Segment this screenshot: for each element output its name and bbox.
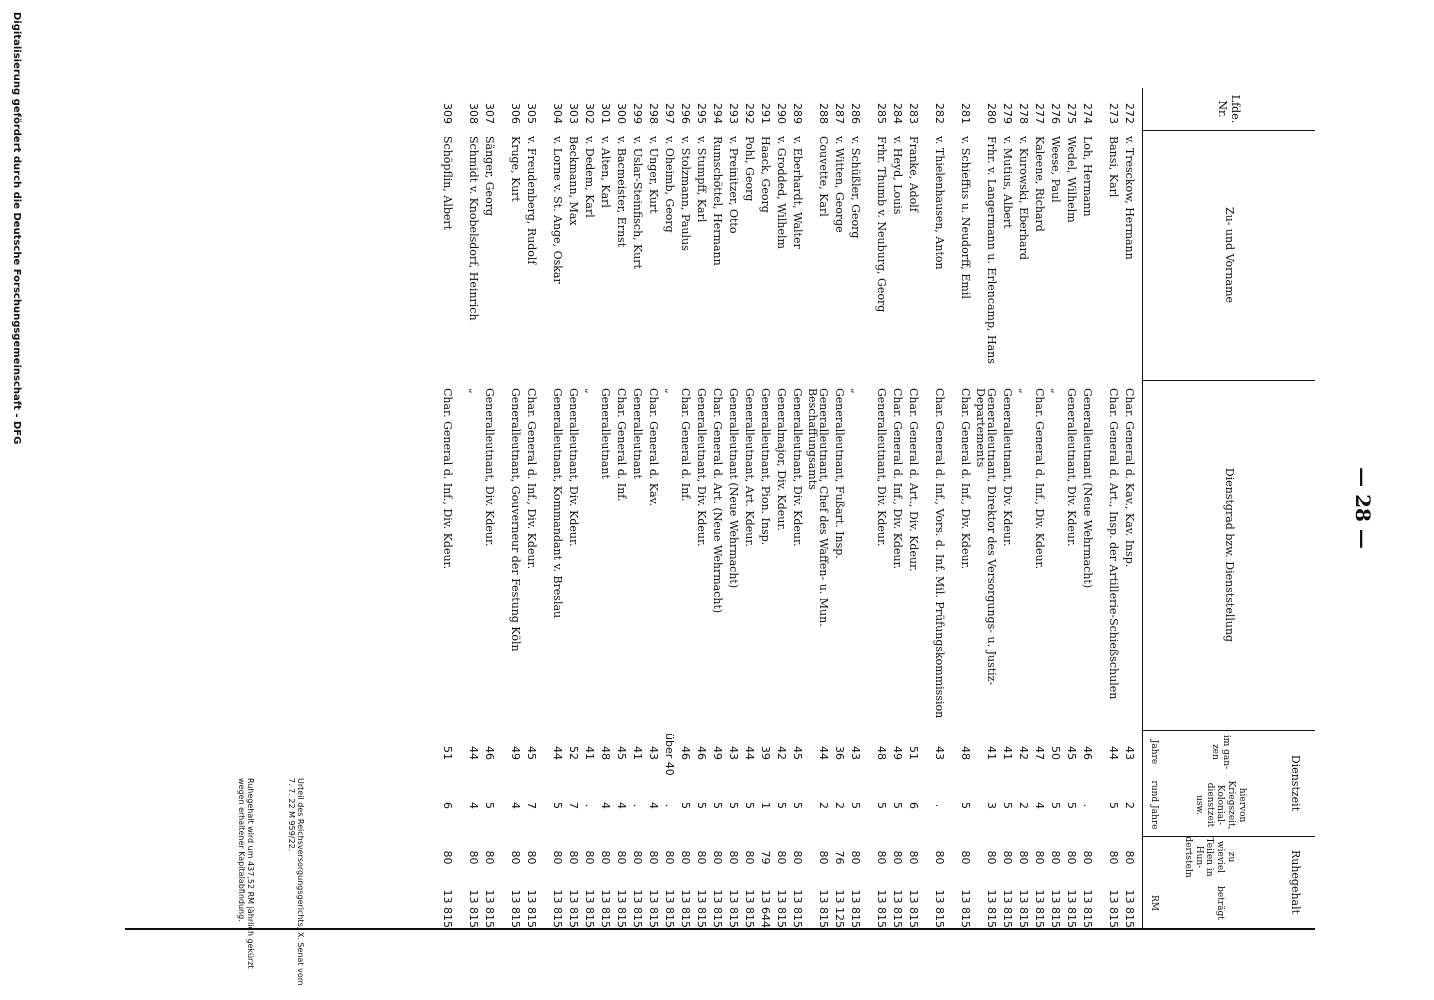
cell-name: Kaleene, Richard <box>1033 136 1046 232</box>
cell-nr: 289 <box>791 103 804 124</box>
cell-g: 39 <box>759 746 772 760</box>
cell-nr: 288 <box>817 103 830 124</box>
cell-name: v. Schüßler, Georg <box>849 136 862 239</box>
cell-g: 49 <box>509 746 522 760</box>
cell-b: 13 815 <box>695 889 708 928</box>
cell-h: 80 <box>1017 850 1030 865</box>
note-294: Ruhegehalt wird um 437,52 RM jährlich gekürzt wegen erhaltener Kapitalabfindung. <box>237 778 255 969</box>
cell-dienst: Generalmajor, Div. Kdeur. <box>775 388 788 531</box>
header-ruhegehalt: Ruhegehalt <box>1288 849 1302 915</box>
cell-nr: 284 <box>891 103 904 124</box>
cell-k: 4 <box>647 802 660 809</box>
cell-dienst: Generalleutnant, Div. Kdeur. <box>483 388 496 547</box>
cell-nr: 308 <box>467 103 480 124</box>
cell-k: . <box>631 803 644 808</box>
cell-name: Wedel, Wilhelm <box>1065 136 1078 223</box>
cell-h: 80 <box>817 850 830 865</box>
cell-nr: 307 <box>483 103 496 124</box>
cell-k: 1 <box>759 802 772 809</box>
cell-nr: 275 <box>1065 103 1078 124</box>
cell-name: Rumschöttel, Hermann <box>711 136 724 266</box>
cell-dienst: Generalleutnant, Div. Kdeur. <box>791 388 804 547</box>
cell-h: 80 <box>599 850 612 865</box>
cell-h: 80 <box>1107 850 1120 865</box>
cell-dienst: Generalleutnant <box>631 388 644 479</box>
cell-k: 7 <box>567 802 580 809</box>
cell-dienst: Generalleutnant, Direktor des Versorgungs- u. Justiz-Departements <box>974 388 998 686</box>
cell-g: 44 <box>551 746 564 760</box>
cell-b: 13 815 <box>599 889 612 928</box>
cell-dienst: Generalleutnant, Gouverneur der Festung Köln <box>509 388 522 652</box>
cell-k: 5 <box>791 802 804 809</box>
cell-b: 13 815 <box>1107 889 1120 928</box>
cell-nr: 282 <box>933 103 946 124</box>
page-number: — 28 — <box>1351 467 1375 549</box>
cell-b: 13 815 <box>583 889 596 928</box>
cell-g: 51 <box>907 746 920 760</box>
cell-g: über 40 <box>663 733 676 776</box>
cell-name: v. Preinitzer, Otto <box>727 136 740 234</box>
cell-nr: 278 <box>1017 103 1030 124</box>
cell-nr: 283 <box>907 103 920 124</box>
cell-k: 5 <box>679 802 692 809</box>
cell-b: 13 815 <box>959 889 972 928</box>
cell-name: v. Stumpff, Karl <box>695 136 708 223</box>
cell-b: 13 815 <box>1001 889 1014 928</box>
cell-nr: 280 <box>985 103 998 124</box>
cell-nr: 287 <box>833 103 846 124</box>
cell-k: 5 <box>743 802 756 809</box>
cell-name: v. Tresckow, Hermann <box>1123 136 1136 260</box>
cell-name: Couvette, Karl <box>817 136 830 217</box>
cell-k: 5 <box>775 802 788 809</box>
header-dienstzeit: Dienstzeit <box>1288 754 1302 812</box>
cell-name: v. Lorne v. St. Ange, Oskar <box>551 136 564 284</box>
cell-h: 80 <box>567 850 580 865</box>
rotated-table <box>125 88 1375 986</box>
cell-name: v. Uslar-Steinfisch, Kurt <box>631 136 644 269</box>
cell-h: 80 <box>483 850 496 865</box>
cell-b: 13 815 <box>509 889 522 928</box>
cell-b: 13 815 <box>615 889 628 928</box>
cell-dienst: Char. General d. Inf. <box>615 388 628 502</box>
cell-g: 47 <box>1033 746 1046 760</box>
cell-h: 79 <box>759 850 772 865</box>
cell-b: 13 644 <box>759 889 772 928</box>
cell-b: 13 815 <box>1123 889 1136 928</box>
cell-name: Schmidt v. Knobelsdorf, Heinrich <box>467 136 480 321</box>
cell-g: 43 <box>647 746 660 760</box>
cell-nr: 279 <box>1001 103 1014 124</box>
cell-k: 7 <box>525 802 538 809</box>
cell-dienst: Generalleutnant, Div. Kdeur. <box>1001 388 1014 547</box>
cell-g: 43 <box>933 746 946 760</box>
cell-name: Loh, Hermann <box>1081 136 1094 217</box>
cell-nr: 272 <box>1123 103 1136 124</box>
header-zu-wieviel: zu wieviel Teilen in Hun- dertsteln <box>1182 836 1236 878</box>
cell-dienst: Char. General d. Inf., Vors. d. Inf. Mil. Prüfungskommission <box>933 388 946 719</box>
cell-g: 52 <box>567 746 580 760</box>
cell-g: 45 <box>615 746 628 760</box>
cell-name: v. Thielenhausen, Anton <box>933 136 946 270</box>
cell-k: 5 <box>959 802 972 809</box>
cell-h: 80 <box>1081 850 1094 865</box>
cell-g: 42 <box>1017 746 1030 760</box>
cell-g: 48 <box>599 746 612 760</box>
cell-dienst: Char. General d. Inf., Div. Kdeur. <box>525 388 538 570</box>
cell-nr: 298 <box>647 103 660 124</box>
cell-b: 13 815 <box>483 889 496 928</box>
cell-b: 13 815 <box>817 889 830 928</box>
cell-nr: 293 <box>727 103 740 124</box>
cell-k: 4 <box>509 802 522 809</box>
cell-k: 5 <box>1107 802 1120 809</box>
cell-nr: 285 <box>875 103 888 124</box>
cell-dienst: Generalleutnant, Kommandant v. Breslau <box>551 388 564 619</box>
cell-nr: 300 <box>615 103 628 124</box>
cell-b: 13 815 <box>791 889 804 928</box>
cell-dienst: Char. General d. Inf., Div. Kdeur. <box>1033 388 1046 570</box>
cell-dienst: Char. General d. Art., Insp. der Artillerie-Schießschulen <box>1107 388 1120 700</box>
cell-g: 45 <box>791 746 804 760</box>
note-291: Urteil des Reichsversorgungsgerichts, X. Senat vom 7. 7. 22 M 959/22. <box>287 778 305 986</box>
cell-dienst: Generalleutnant, Div. Kdeur. <box>695 388 708 547</box>
cell-dienst: Char. General d. Art., Div. Kdeur. <box>907 388 920 572</box>
cell-name: v. Grodded, Wilhelm <box>775 136 788 249</box>
cell-name: Frhr. Thumb v. Neuburg, Georg <box>875 136 888 313</box>
cell-nr: 281 <box>959 103 972 124</box>
cell-name: Beckmann, Max <box>567 136 580 226</box>
cell-b: 13 815 <box>663 889 676 928</box>
cell-nr: 274 <box>1081 103 1094 124</box>
cell-k: 4 <box>1033 802 1046 809</box>
cell-nr: 296 <box>679 103 692 124</box>
cell-g: 46 <box>695 746 708 760</box>
cell-dienst: Generalleutnant, Div. Kdeur. <box>1065 388 1078 547</box>
cell-dienst: Char. General d. Kav. <box>647 388 660 507</box>
cell-k: 5 <box>727 802 740 809</box>
cell-g: 44 <box>1107 746 1120 760</box>
cell-dienst: „ <box>583 388 596 394</box>
cell-h: 80 <box>743 850 756 865</box>
cell-b: 13 815 <box>1033 889 1046 928</box>
cell-h: 80 <box>933 850 946 865</box>
header-hiervon: hiervon Kriegszeit, Kolonial- dienstzeit usw. <box>1193 780 1247 830</box>
cell-k: 6 <box>441 802 454 809</box>
cell-nr: 301 <box>599 103 612 124</box>
cell-h: 80 <box>441 850 454 865</box>
cell-b: 13 815 <box>679 889 692 928</box>
cell-name: Sänger, Georg <box>483 136 496 216</box>
header-rm: RM <box>1149 895 1160 911</box>
cell-g: 43 <box>727 746 740 760</box>
cell-dienst: Generalleutnant, Div. Kdeur. <box>875 388 888 547</box>
cell-b: 13 815 <box>727 889 740 928</box>
cell-nr: 304 <box>551 103 564 124</box>
cell-h: 76 <box>833 850 846 865</box>
cell-g: 49 <box>891 746 904 760</box>
cell-dienst: Char. General d. Inf., Div. Kdeur. <box>959 388 972 570</box>
cell-name: Franke, Adolf <box>907 136 920 212</box>
cell-g: 43 <box>849 746 862 760</box>
cell-g: 36 <box>833 746 846 760</box>
cell-dienst: Generalleutnant <box>599 388 612 479</box>
cell-h: 80 <box>775 850 788 865</box>
footer <box>8 12 22 992</box>
cell-g: 46 <box>679 746 692 760</box>
cell-g: 45 <box>1065 746 1078 760</box>
cell-nr: 303 <box>567 103 580 124</box>
header-unit-years: Jahre <box>1149 739 1160 765</box>
cell-k: 2 <box>1123 802 1136 809</box>
cell-h: 80 <box>711 850 724 865</box>
cell-dienst: Char. General d. Inf., Div. Kdeur. <box>441 388 454 570</box>
cell-nr: 305 <box>525 103 538 124</box>
cell-g: 49 <box>711 746 724 760</box>
cell-k: 6 <box>907 802 920 809</box>
cell-g: 44 <box>467 746 480 760</box>
cell-b: 13 815 <box>875 889 888 928</box>
cell-k: 2 <box>833 802 846 809</box>
cell-dienst: „ <box>663 388 676 394</box>
cell-k: . <box>583 803 596 808</box>
cell-nr: 292 <box>743 103 756 124</box>
header-unit-rund: rund Jahre <box>1149 780 1160 830</box>
cell-h: 80 <box>1123 850 1136 865</box>
cell-k: 5 <box>551 802 564 809</box>
cell-g: 41 <box>631 746 644 760</box>
header-name: Zu- und Vorname <box>1222 206 1236 304</box>
header-nr: Lfde. Nr. <box>1216 94 1243 124</box>
cell-k: . <box>1081 803 1094 808</box>
cell-b: 13 815 <box>933 889 946 928</box>
cell-h: 80 <box>525 850 538 865</box>
cell-g: 45 <box>525 746 538 760</box>
cell-name: Weese, Paul <box>1049 136 1062 203</box>
cell-name: Bansi, Karl <box>1107 136 1120 198</box>
cell-name: v. Mutius, Albert <box>1001 136 1014 229</box>
cell-g: 46 <box>1081 746 1094 760</box>
cell-h: 80 <box>647 850 660 865</box>
cell-name: v. Stolzmann, Paulus <box>679 136 692 251</box>
cell-b: 13 815 <box>985 889 998 928</box>
cell-b: 13 125 <box>833 889 846 928</box>
cell-g: 43 <box>1123 746 1136 760</box>
cell-b: 13 815 <box>567 889 580 928</box>
cell-h: 80 <box>1001 850 1014 865</box>
cell-dienst: Generalleutnant, Art. Kdeur. <box>743 388 756 547</box>
cell-nr: 286 <box>849 103 862 124</box>
cell-k: 5 <box>483 802 496 809</box>
cell-dienst: Char. General d. Art. (Neue Wehrmacht) <box>711 388 724 614</box>
cell-h: 80 <box>891 850 904 865</box>
cell-b: 13 815 <box>891 889 904 928</box>
cell-h: 80 <box>1049 850 1062 865</box>
cell-nr: 273 <box>1107 103 1120 124</box>
cell-h: 80 <box>631 850 644 865</box>
cell-h: 80 <box>1033 850 1046 865</box>
cell-dienst: Char. General d. Inf. <box>679 388 692 502</box>
cell-b: 13 815 <box>743 889 756 928</box>
cell-dienst: „ <box>849 388 862 394</box>
cell-h: 80 <box>959 850 972 865</box>
cell-nr: 290 <box>775 103 788 124</box>
cell-name: v. Kurowski, Eberhard <box>1017 136 1030 260</box>
cell-k: 2 <box>1017 802 1030 809</box>
cell-k: 5 <box>1049 802 1062 809</box>
cell-k: . <box>933 803 946 808</box>
cell-b: 13 815 <box>525 889 538 928</box>
cell-k: 5 <box>875 802 888 809</box>
cell-g: 41 <box>985 746 998 760</box>
cell-name: v. Dedem, Karl <box>583 136 596 218</box>
cell-name: v. Alten, Karl <box>599 136 612 208</box>
cell-h: 80 <box>679 850 692 865</box>
cell-h: 80 <box>663 850 676 865</box>
cell-nr: 276 <box>1049 103 1062 124</box>
cell-k: 4 <box>599 802 612 809</box>
cell-name: Frhr. v. Langermann u. Erlencamp, Hans <box>985 136 998 364</box>
cell-g: 50 <box>1049 746 1062 760</box>
cell-dienst: „ <box>1049 388 1062 394</box>
cell-dienst: „ <box>1017 388 1030 394</box>
cell-dienst: Char. General d. Inf., Div. Kdeur. <box>891 388 904 570</box>
cell-g: 48 <box>959 746 972 760</box>
cell-h: 80 <box>727 850 740 865</box>
cell-b: 13 815 <box>441 889 454 928</box>
cell-h: 80 <box>1065 850 1078 865</box>
cell-b: 13 815 <box>551 889 564 928</box>
cell-h: 80 <box>907 850 920 865</box>
cell-name: v. Unger, Kurt <box>647 136 660 214</box>
cell-k: 5 <box>891 802 904 809</box>
cell-nr: 277 <box>1033 103 1046 124</box>
cell-nr: 294 <box>711 103 724 124</box>
table-header <box>1142 88 1315 928</box>
footer-text: Digitalisierung gefördert durch die Deutsche Forschungsgemeinschaft - DFG <box>11 12 22 445</box>
cell-b: 13 815 <box>1049 889 1062 928</box>
cell-b: 13 815 <box>1017 889 1030 928</box>
cell-name: v. Schieffus u. Neudorff, Emil <box>959 136 972 299</box>
cell-b: 13 815 <box>907 889 920 928</box>
cell-dienst: Generalleutnant, Div. Kdeur. <box>567 388 580 547</box>
cell-k: 3 <box>985 802 998 809</box>
cell-g: 48 <box>875 746 888 760</box>
cell-b: 13 815 <box>849 889 862 928</box>
cell-name: Pohl, Georg <box>743 136 756 202</box>
cell-nr: 302 <box>583 103 596 124</box>
cell-dienst: Generalleutnant, Chef des Waffen- u. Mun. Beschaffungsamts <box>806 388 830 627</box>
cell-h: 80 <box>615 850 628 865</box>
cell-nr: 309 <box>441 103 454 124</box>
cell-h: 80 <box>467 850 480 865</box>
header-betraegt: beträgt <box>1215 886 1226 920</box>
header-im-ganzen: im gan- zen <box>1210 734 1231 770</box>
cell-b: 13 815 <box>775 889 788 928</box>
cell-name: v. Freudenberg, Rudolf <box>525 136 538 265</box>
cell-g: 44 <box>817 746 830 760</box>
cell-g: 51 <box>441 746 454 760</box>
cell-b: 13 815 <box>467 889 480 928</box>
cell-g: 44 <box>743 746 756 760</box>
cell-k: 5 <box>695 802 708 809</box>
cell-k: 5 <box>1065 802 1078 809</box>
cell-dienst: Generalleutnant, Pion. Insp. <box>759 388 772 546</box>
cell-k: . <box>663 803 676 808</box>
cell-dienst: Generalleutnant (Neue Wehrmacht) <box>1081 388 1094 589</box>
cell-g: 41 <box>1001 746 1014 760</box>
cell-name: Haack, Georg <box>759 136 772 213</box>
cell-dienst: Char. General d. Kav., Kav. Insp. <box>1123 388 1136 568</box>
cell-h: 80 <box>875 850 888 865</box>
cell-b: 13 815 <box>1081 889 1094 928</box>
cell-k: 5 <box>849 802 862 809</box>
cell-dienst: Generalleutnant, Fußart. Insp. <box>833 388 846 559</box>
cell-b: 13 815 <box>1065 889 1078 928</box>
cell-name: v. Heyd, Louis <box>891 136 904 215</box>
cell-h: 80 <box>583 850 596 865</box>
cell-nr: 291 <box>759 103 772 124</box>
cell-b: 13 815 <box>631 889 644 928</box>
cell-h: 80 <box>985 850 998 865</box>
cell-name: v. Eberhardt, Walter <box>791 136 804 249</box>
header-dienstgrad: Dienstgrad bzw. Dienststellung <box>1222 467 1236 643</box>
cell-nr: 295 <box>695 103 708 124</box>
cell-name: v. Witten, George <box>833 136 846 233</box>
cell-nr: 299 <box>631 103 644 124</box>
cell-g: 41 <box>583 746 596 760</box>
cell-b: 13 815 <box>711 889 724 928</box>
cell-k: 5 <box>1001 802 1014 809</box>
cell-nr: 297 <box>663 103 676 124</box>
cell-h: 80 <box>551 850 564 865</box>
cell-name: v. Bacmeister, Ernst <box>615 136 628 248</box>
cell-name: Schöpflin, Albert <box>441 136 454 231</box>
cell-k: 4 <box>615 802 628 809</box>
cell-k: 5 <box>711 802 724 809</box>
cell-h: 80 <box>791 850 804 865</box>
cell-k: 4 <box>467 802 480 809</box>
cell-b: 13 815 <box>647 889 660 928</box>
cell-h: 80 <box>695 850 708 865</box>
cell-name: v. Oheimb, Georg <box>663 136 676 233</box>
cell-dienst: „ <box>467 388 480 394</box>
cell-g: 42 <box>775 746 788 760</box>
cell-k: 2 <box>817 802 830 809</box>
cell-nr: 306 <box>509 103 522 124</box>
cell-h: 80 <box>509 850 522 865</box>
cell-dienst: Generalleutnant (Neue Wehrmacht) <box>727 388 740 589</box>
cell-g: 46 <box>483 746 496 760</box>
cell-h: 80 <box>849 850 862 865</box>
cell-name: Kruge, Kurt <box>509 136 522 202</box>
